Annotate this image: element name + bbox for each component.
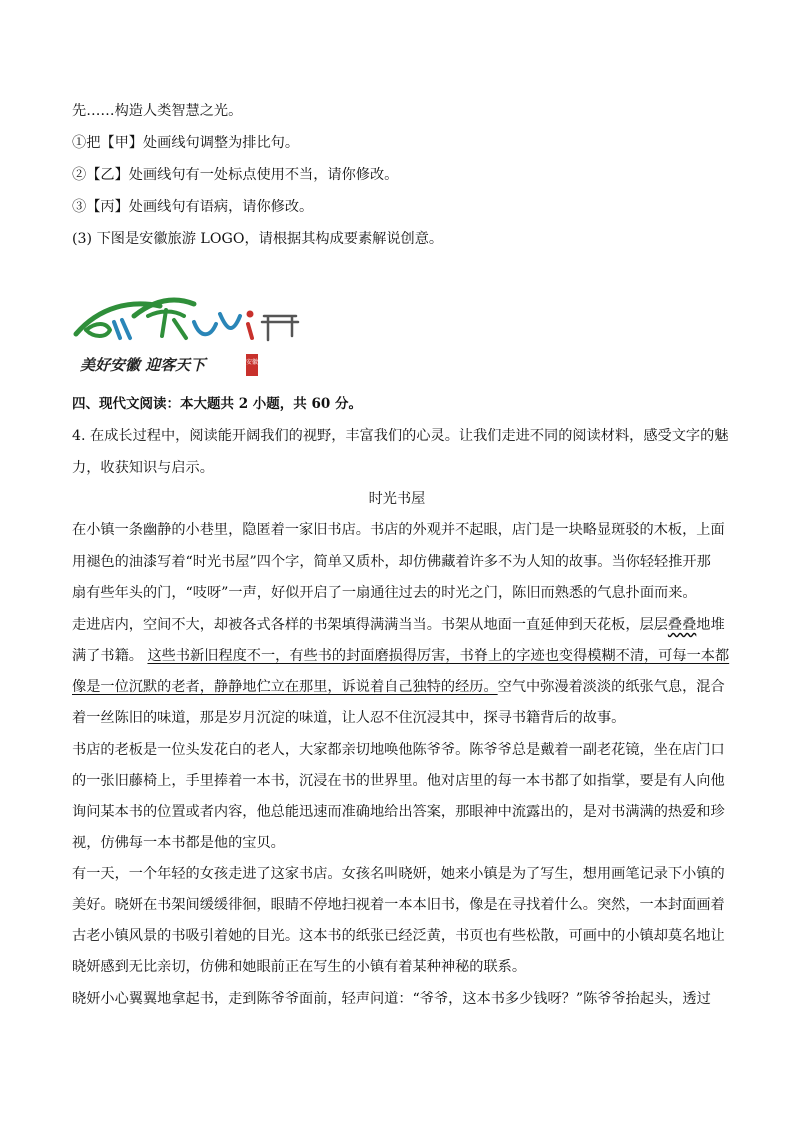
paragraph-line: 有一天，一个年轻的女孩走进了这家书店。女孩名叫晓妍，她来小镇是为了写生，想用画笔记录下小镇的 [72,866,725,882]
text-span: 地堆 [696,617,725,633]
paragraph-line: 着一丝陈旧的味道，那是岁月沉淀的味道，让人忍不住沉浸其中，探寻书籍背后的故事。 [72,710,626,726]
essay-title: 时光书屋 [368,491,426,507]
question-item: ①把【甲】处画线句调整为排比句。 [72,135,300,151]
text-span: 空气中弥漫着淡淡的纸张气息，混合 [497,679,725,695]
underlined-sentence: 像是一位沉默的老者，静静地伫立在那里，诉说着自己独特的经历。 [72,679,498,695]
paragraph-line [72,677,725,697]
question-item: ②【乙】处画线句有一处标点使用不当，请你修改。 [72,167,399,183]
paragraph-line: 书店的老板是一位头发花白的老人，大家都亲切地唤他陈爷爷。陈爷爷总是戴着一副老花镜，坐在店门口 [72,742,725,758]
paragraph-line: 的一张旧藤椅上，手里捧着一本书，沉浸在书的世界里。他对店里的每一本书都了如指掌，要是有人向他 [72,773,725,789]
question-item: ③【丙】处画线句有语病，请你修改。 [72,199,314,215]
underlined-sentence: 这些书新旧程度不一，有些书的封面磨损得厉害，书脊上的字迹也变得模糊不清，可每一本都 [147,648,730,664]
paragraph-line: 用褪色的油漆写着“时光书屋”四个字，简单又质朴，却仿佛藏着许多不为人知的故事。当你轻轻推开那 [72,554,711,570]
seal-text: 安徽 [245,359,259,366]
paragraph-line [72,615,725,635]
text-line: 先……构造人类智慧之光。 [72,103,243,119]
anhui-tourism-logo [70,286,300,378]
paragraph-line: 晓妍感到无比亲切，仿佛和她眼前正在写生的小镇有着某种神秘的联系。 [72,959,527,975]
section-heading: 四、现代文阅读：本大题共 2 小题，共 60 分。 [72,396,362,412]
paragraph-line: 询问某本书的位置或者内容，他总能迅速而准确地给出答案，那眼神中流露出的，是对书满满的热爱和珍 [72,804,725,820]
paragraph-line: 晓妍小心翼翼地拿起书，走到陈爷爷面前，轻声问道：“爷爷，这本书多少钱呀？”陈爷爷抬起头，透过 [72,991,711,1007]
text-span: 走进店内，空间不大，却被各式各样的书架填得满满当当。书架从地面一直延伸到天花板，层层 [72,617,668,633]
paragraph-line [72,646,730,666]
question-stem: 力，收获知识与启示。 [72,460,214,476]
paragraph-line: 视，仿佛每一本书都是他的宝贝。 [72,835,285,851]
paragraph-line: 美好。晓妍在书架间缓缓徘徊，眼睛不停地扫视着一本本旧书，像是在寻找着什么。突然，一本封面画着 [72,897,725,913]
paragraph-line: 古老小镇风景的书吸引着她的目光。这本书的纸张已经泛黄，书页也有些松散，可画中的小镇却莫名地让 [72,928,725,944]
question-stem: 4. 在成长过程中，阅读能开阔我们的视野，丰富我们的心灵。让我们走进不同的阅读材料，感受文字的魅 [72,428,729,444]
logo-slogan: 美好安徽 迎客天下 [80,356,206,374]
paragraph-line: 在小镇一条幽静的小巷里，隐匿着一家旧书店。书店的外观并不起眼，店门是一块略显斑驳的木板，上面 [72,522,725,538]
question-item: (3) 下图是安徽旅游 LOGO，请根据其构成要素解说创意。 [72,231,444,247]
paragraph-line: 扇有些年头的门，“吱呀”一声，好似开启了一扇通往过去的时光之门，陈旧而熟悉的气息扑面而来。 [72,585,697,601]
wavy-underlined-word: 叠叠 [667,617,697,633]
text-span: 满了书籍。 [72,648,143,664]
